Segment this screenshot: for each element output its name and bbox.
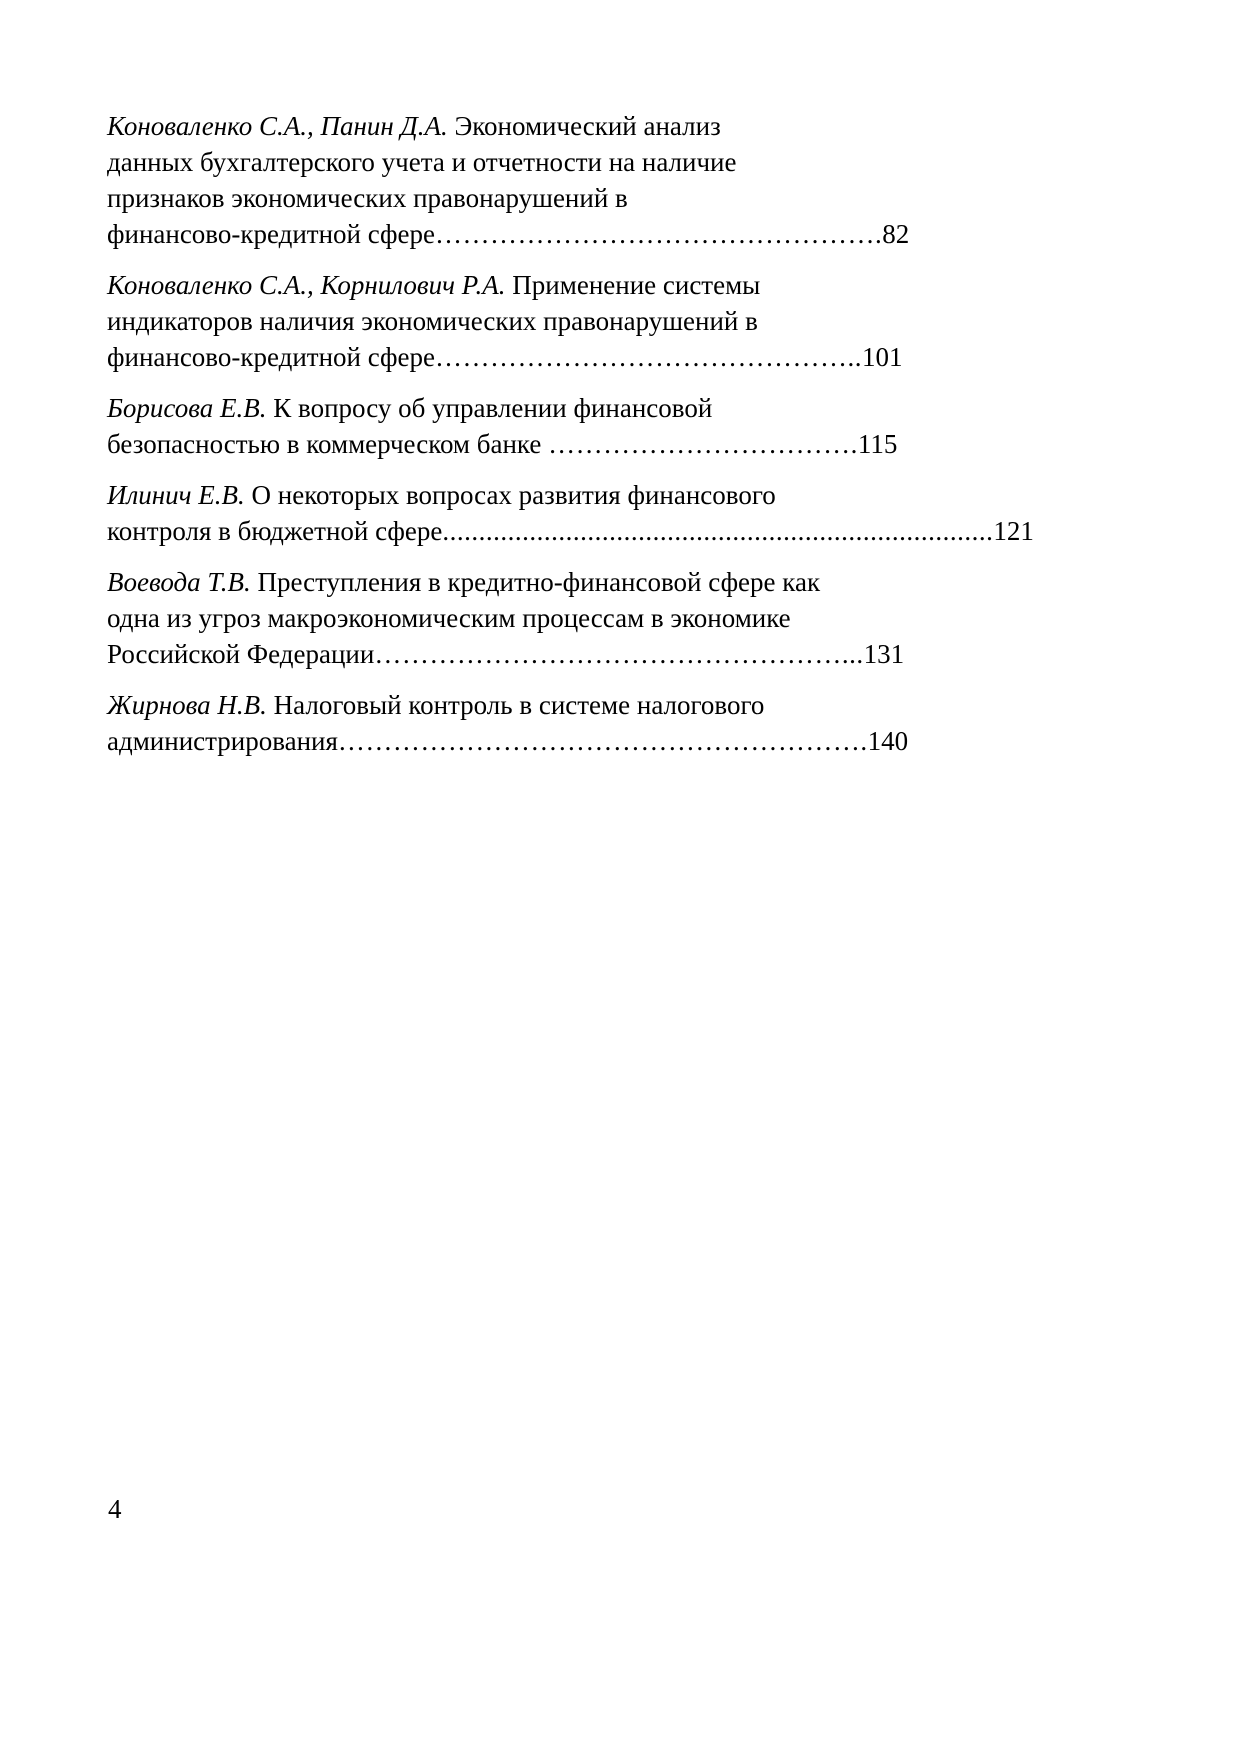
toc-entry	[107, 564, 1012, 672]
entry-line	[107, 636, 1012, 672]
entry-title-text: Российской Федерации	[107, 639, 375, 669]
entry-dot-leader: ……………………………………………...	[374, 639, 864, 669]
entry-line	[107, 723, 1012, 759]
entry-line	[107, 477, 1012, 513]
entry-authors: Илинич Е.В.	[107, 480, 245, 510]
entry-line	[107, 513, 1034, 549]
entry-dot-leader: ………………………………………….	[435, 219, 883, 249]
toc-entry	[107, 477, 1034, 549]
toc-entry	[107, 267, 1012, 375]
entry-line	[107, 390, 1012, 426]
entry-page-number: 82	[882, 219, 910, 249]
entry-page-number: 140	[867, 726, 909, 756]
entry-title-text: Налоговый контроль в системе налогового	[273, 690, 765, 720]
entry-line: данных бухгалтерского учета и отчетности на наличие	[107, 147, 737, 177]
entry-title-text: финансово-кредитной сфере	[107, 342, 436, 372]
entry-line	[107, 216, 1012, 252]
entry-title-text: безопасностью в коммерческом банке	[107, 429, 549, 459]
entry-line	[107, 687, 1012, 723]
entry-title-text: К вопросу об управлении финансовой	[273, 393, 713, 423]
entry-authors: Воевода Т.В.	[107, 567, 251, 597]
entry-dot-leader: ………………………………………..	[435, 342, 863, 372]
entry-title-text: Преступления в кредитно-финансовой сфере как	[257, 567, 821, 597]
toc-entry	[107, 108, 1012, 252]
entry-authors: Жирнова Н.В.	[107, 690, 267, 720]
entry-authors: Борисова Е.В.	[107, 393, 267, 423]
entry-dot-leader: …………………………….	[548, 429, 858, 459]
entry-title-text: Применение системы	[512, 270, 761, 300]
entry-title-text: контроля в бюджетной сфере	[107, 516, 443, 546]
entry-line: одна из угроз макроэкономическим процессам в экономике	[107, 603, 791, 633]
entry-line: индикаторов наличия экономических правонарушений в	[107, 306, 758, 336]
entry-page-number: 101	[862, 342, 903, 372]
entry-title-text: администрирования	[107, 726, 338, 756]
table-of-contents	[107, 108, 1034, 774]
toc-entry	[107, 687, 1012, 759]
entry-authors: Коноваленко С.А., Панин Д.А.	[107, 111, 448, 141]
footer-page-number: 4	[108, 1494, 122, 1524]
entry-page-number: 115	[857, 429, 898, 459]
entry-line	[107, 426, 1012, 462]
entry-dot-leader: ............................................................................	[442, 516, 994, 546]
entry-title-text: О некоторых вопросах развития финансового	[251, 480, 776, 510]
toc-entry	[107, 390, 1012, 462]
entry-line: признаков экономических правонарушений в	[107, 183, 628, 213]
entry-line	[107, 267, 1012, 303]
entry-dot-leader: ………………………………………………….	[337, 726, 868, 756]
entry-page-number: 121	[993, 516, 1034, 546]
entry-line	[107, 108, 1012, 144]
entry-line	[107, 564, 1012, 600]
entry-line	[107, 339, 1012, 375]
entry-authors: Коноваленко С.А., Корнилович Р.А.	[107, 270, 506, 300]
entry-page-number: 131	[863, 639, 905, 669]
entry-title-text: финансово-кредитной сфере	[107, 219, 436, 249]
entry-title-text: Экономический анализ	[454, 111, 721, 141]
